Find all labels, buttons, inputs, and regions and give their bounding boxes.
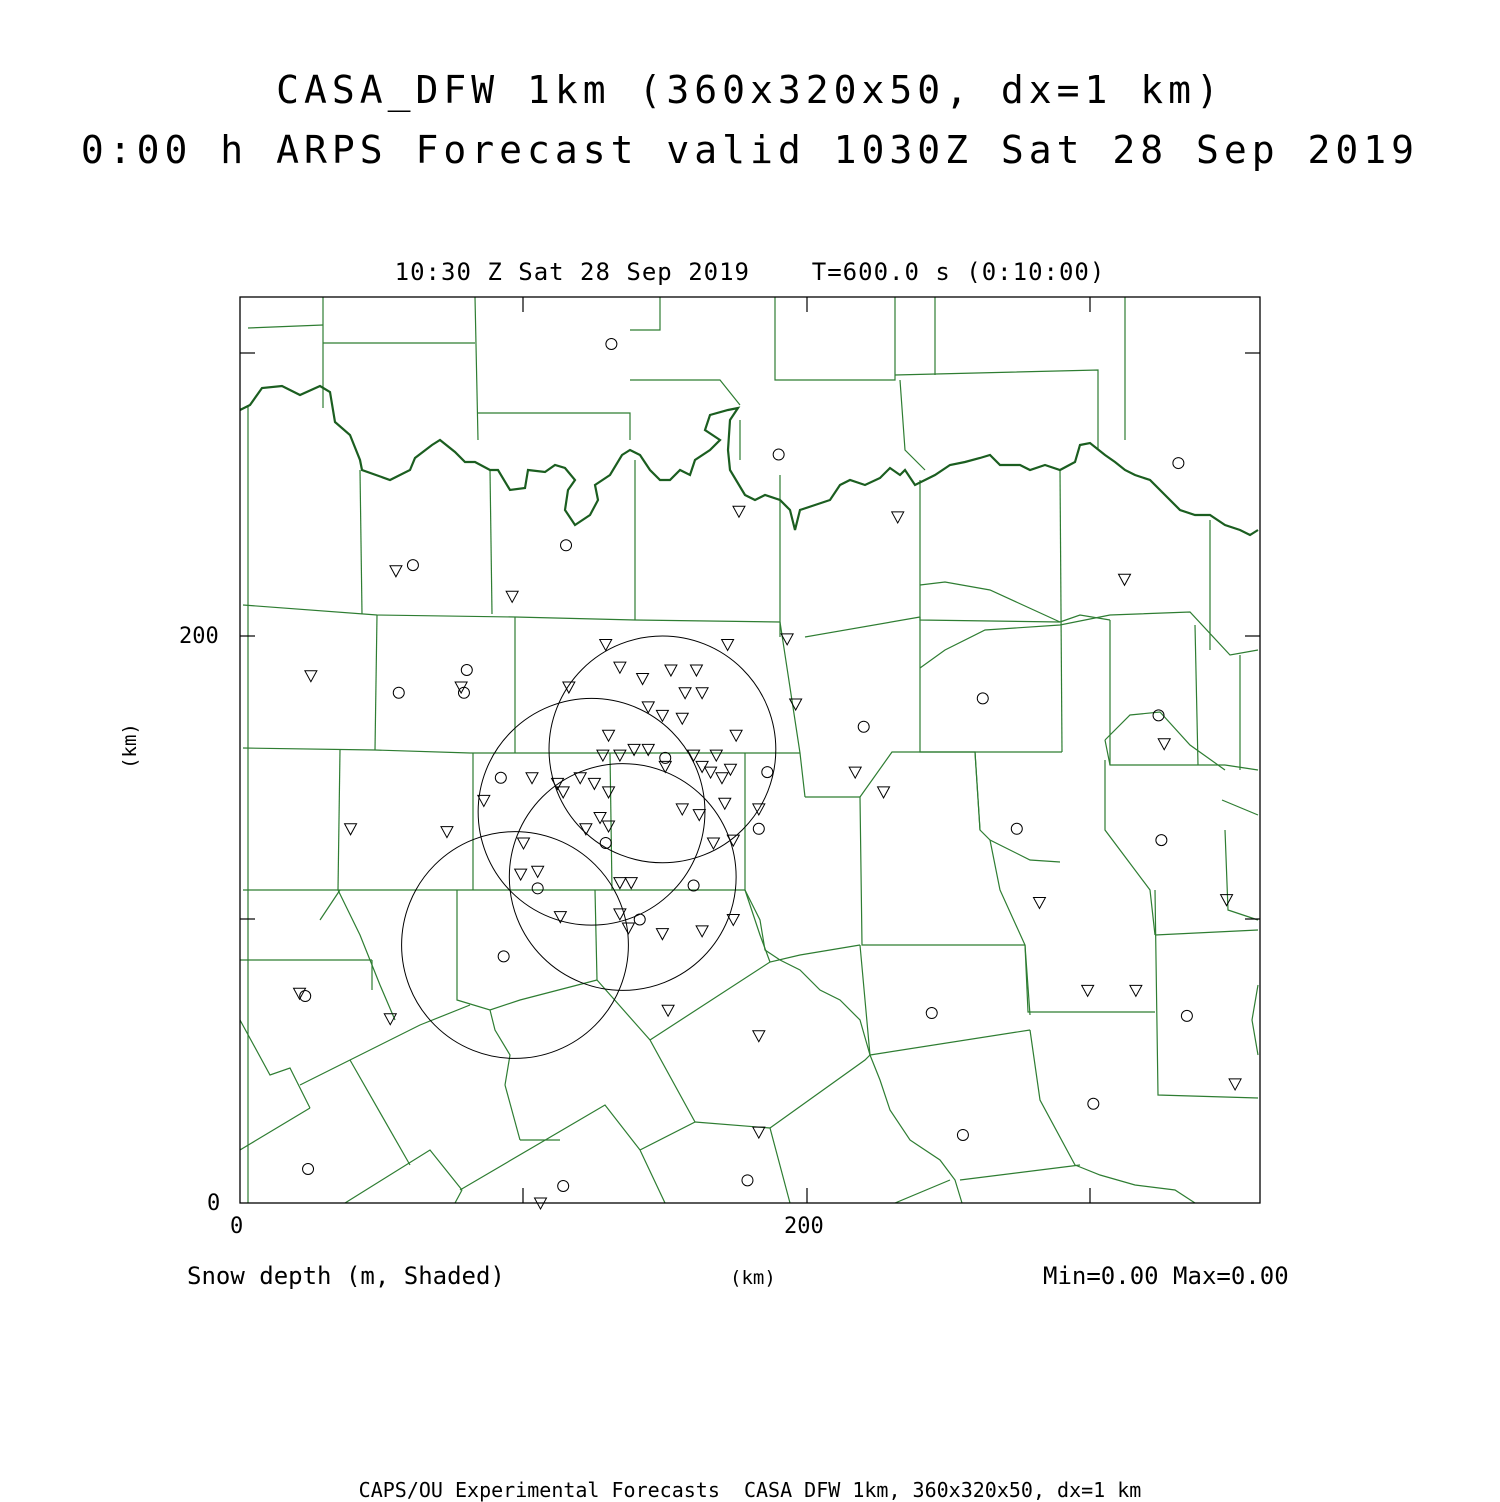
red-river [240, 386, 1258, 535]
station-circle-marker [957, 1129, 968, 1140]
station-triangle-marker [656, 929, 668, 940]
station-triangle-marker [753, 1127, 765, 1138]
station-circle-marker [498, 951, 509, 962]
station-triangle-marker [478, 795, 490, 806]
station-circle-marker [600, 837, 611, 848]
boundary-layer [240, 297, 1258, 1203]
station-triangle-marker [716, 773, 728, 784]
station-triangle-marker [614, 878, 626, 889]
station-triangle-marker [637, 674, 649, 685]
station-triangle-marker [696, 926, 708, 937]
station-triangle-marker [574, 773, 586, 784]
station-triangle-marker [603, 821, 615, 832]
station-triangle-marker [642, 744, 654, 755]
station-circle-marker [606, 338, 617, 349]
station-triangle-marker [1082, 985, 1094, 996]
station-circle-marker [634, 914, 645, 925]
station-circle-marker [773, 449, 784, 460]
station-triangle-marker [665, 665, 677, 676]
station-circle-marker [303, 1163, 314, 1174]
station-triangle-marker [676, 804, 688, 815]
radar-ring-4 [402, 832, 629, 1059]
station-triangle-marker [305, 671, 317, 682]
station-triangle-marker [614, 662, 626, 673]
station-triangle-marker [622, 923, 634, 934]
station-triangle-marker [1033, 897, 1045, 908]
station-triangle-marker [1119, 574, 1131, 585]
station-circle-marker [561, 540, 572, 551]
station-circle-marker [742, 1175, 753, 1186]
station-triangle-marker [603, 787, 615, 798]
station-circle-marker [753, 823, 764, 834]
station-markers [294, 338, 1242, 1209]
station-circle-marker [858, 721, 869, 732]
station-triangle-marker [515, 869, 527, 880]
station-triangle-marker [693, 810, 705, 821]
title-line-1: CASA_DFW 1km (360x320x50, dx=1 km) [276, 68, 1224, 112]
station-circle-marker [558, 1180, 569, 1191]
station-circle-marker [926, 1008, 937, 1019]
station-circle-marker [1088, 1098, 1099, 1109]
station-circle-marker [1181, 1010, 1192, 1021]
station-triangle-marker [722, 640, 734, 651]
station-triangle-marker [518, 838, 530, 849]
title-line-2: 0:00 h ARPS Forecast valid 1030Z Sat 28 Sep 2019 [80, 128, 1420, 172]
station-triangle-marker [625, 878, 637, 889]
station-triangle-marker [532, 866, 544, 877]
station-triangle-marker [688, 750, 700, 761]
station-triangle-marker [662, 1005, 674, 1016]
station-circle-marker [461, 665, 472, 676]
x-tick-200: 200 [784, 1214, 824, 1239]
station-circle-marker [495, 772, 506, 783]
station-triangle-marker [526, 773, 538, 784]
station-circle-marker [532, 883, 543, 894]
station-triangle-marker [441, 827, 453, 838]
station-triangle-marker [878, 787, 890, 798]
min-max-label: Min=0.00 Max=0.00 [1043, 1262, 1289, 1290]
y-tick-0: 0 [207, 1191, 221, 1216]
station-triangle-marker [506, 591, 518, 602]
y-tick-200: 200 [179, 624, 219, 649]
station-triangle-marker [628, 744, 640, 755]
station-circle-marker [393, 687, 404, 698]
field-label: Snow depth (m, Shaded) [187, 1262, 505, 1290]
station-triangle-marker [1130, 985, 1142, 996]
station-triangle-marker [707, 838, 719, 849]
y-axis-label: (km) [118, 723, 141, 769]
footer-credit: CAPS/OU Experimental Forecasts CASA DFW 1km, 360x320x50, dx=1 km [358, 1478, 1142, 1502]
station-triangle-marker [345, 824, 357, 835]
station-triangle-marker [724, 764, 736, 775]
station-triangle-marker [849, 767, 861, 778]
station-triangle-marker [705, 767, 717, 778]
station-triangle-marker [597, 750, 609, 761]
station-circle-marker [1011, 823, 1022, 834]
station-triangle-marker [676, 713, 688, 724]
station-triangle-marker [1158, 739, 1170, 750]
station-triangle-marker [753, 1031, 765, 1042]
station-triangle-marker [892, 512, 904, 523]
station-triangle-marker [730, 730, 742, 741]
station-circle-marker [1156, 835, 1167, 846]
station-triangle-marker [733, 506, 745, 517]
radar-ring-3 [509, 764, 736, 991]
county-boundaries [240, 297, 1258, 1203]
station-circle-marker [407, 560, 418, 571]
station-circle-marker [977, 693, 988, 704]
station-triangle-marker [679, 688, 691, 699]
station-triangle-marker [390, 566, 402, 577]
x-tick-0: 0 [230, 1214, 244, 1239]
station-triangle-marker [719, 798, 731, 809]
station-triangle-marker [614, 750, 626, 761]
station-triangle-marker [696, 688, 708, 699]
station-triangle-marker [588, 778, 600, 789]
station-triangle-marker [690, 665, 702, 676]
station-circle-marker [688, 880, 699, 891]
radar-ring-2 [478, 698, 705, 925]
station-triangle-marker [1221, 895, 1233, 906]
station-triangle-marker [603, 730, 615, 741]
plot-subtitle: 10:30 Z Sat 28 Sep 2019 T=600.0 s (0:10:00) [394, 258, 1106, 286]
station-circle-marker [762, 767, 773, 778]
station-triangle-marker [710, 750, 722, 761]
x-axis-label: (km) [730, 1267, 776, 1289]
station-triangle-marker [594, 812, 606, 823]
station-circle-marker [1173, 458, 1184, 469]
station-triangle-marker [1229, 1079, 1241, 1090]
